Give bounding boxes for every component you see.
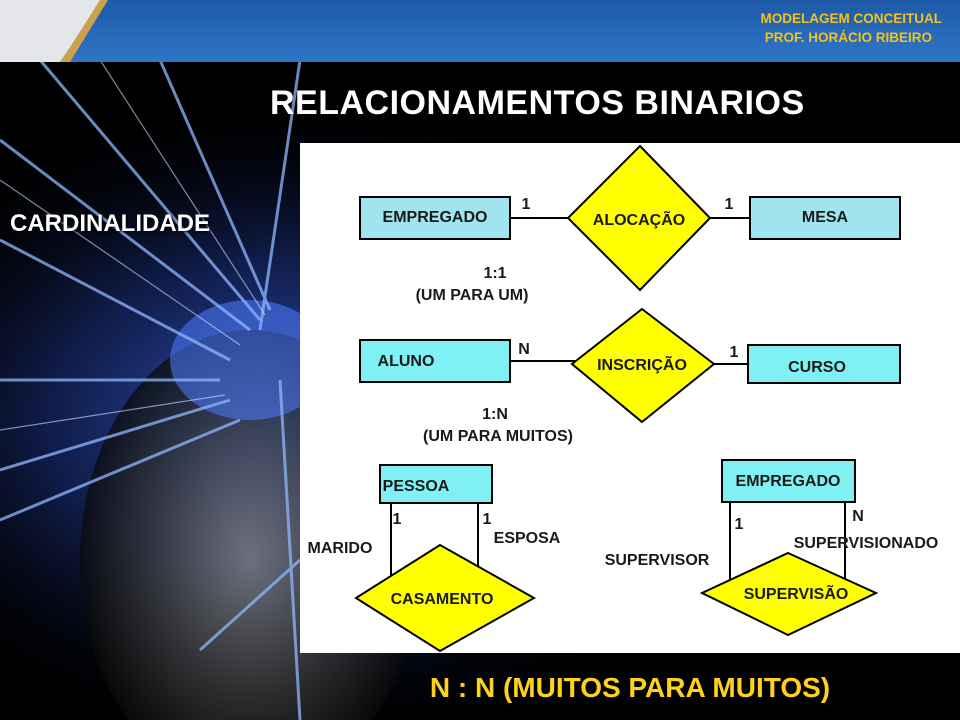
caption-text: (UM PARA UM) — [415, 287, 529, 304]
relationship-label: INSCRIÇÃO — [597, 357, 687, 374]
header-professor: PROF. HORÁCIO RIBEIRO — [764, 30, 932, 45]
cardinality-right: 1 — [482, 511, 492, 528]
relationship-label: SUPERVISÃO — [743, 586, 849, 603]
entity-label: ALUNO — [377, 353, 435, 370]
relationship-label: CASAMENTO — [390, 591, 494, 608]
cardinality-right: N — [852, 508, 864, 525]
entity-label: CURSO — [788, 359, 846, 376]
entity-label: PESSOA — [382, 478, 450, 495]
role-right: SUPERVISIONADO — [793, 535, 939, 552]
cardinality-left: 1 — [734, 516, 744, 533]
caption-ratio: 1:1 — [483, 265, 507, 282]
entity-label: MESA — [801, 209, 849, 226]
cardinality-right: 1 — [729, 344, 739, 361]
er-diagram-panel — [300, 143, 960, 653]
role-right: ESPOSA — [493, 530, 561, 547]
entity-label: EMPREGADO — [382, 209, 488, 226]
header-course-title: MODELAGEM CONCEITUAL — [760, 11, 942, 26]
cardinality-left: 1 — [521, 196, 531, 213]
cardinality-left: N — [518, 341, 530, 358]
cardinality-left: 1 — [392, 511, 402, 528]
cardinality-right: 1 — [724, 196, 734, 213]
caption-ratio: 1:N — [482, 406, 508, 423]
footer-cardinality-caption: N : N (MUITOS PARA MUITOS) — [429, 672, 831, 703]
relationship-label: ALOCAÇÃO — [592, 212, 686, 229]
section-label: CARDINALIDADE — [10, 210, 210, 237]
role-left: SUPERVISOR — [604, 552, 710, 569]
entity-label: EMPREGADO — [735, 473, 841, 490]
role-left: MARIDO — [307, 540, 373, 557]
caption-text: (UM PARA MUITOS) — [423, 428, 573, 445]
slide-title: RELACIONAMENTOS BINARIOS — [270, 84, 805, 122]
